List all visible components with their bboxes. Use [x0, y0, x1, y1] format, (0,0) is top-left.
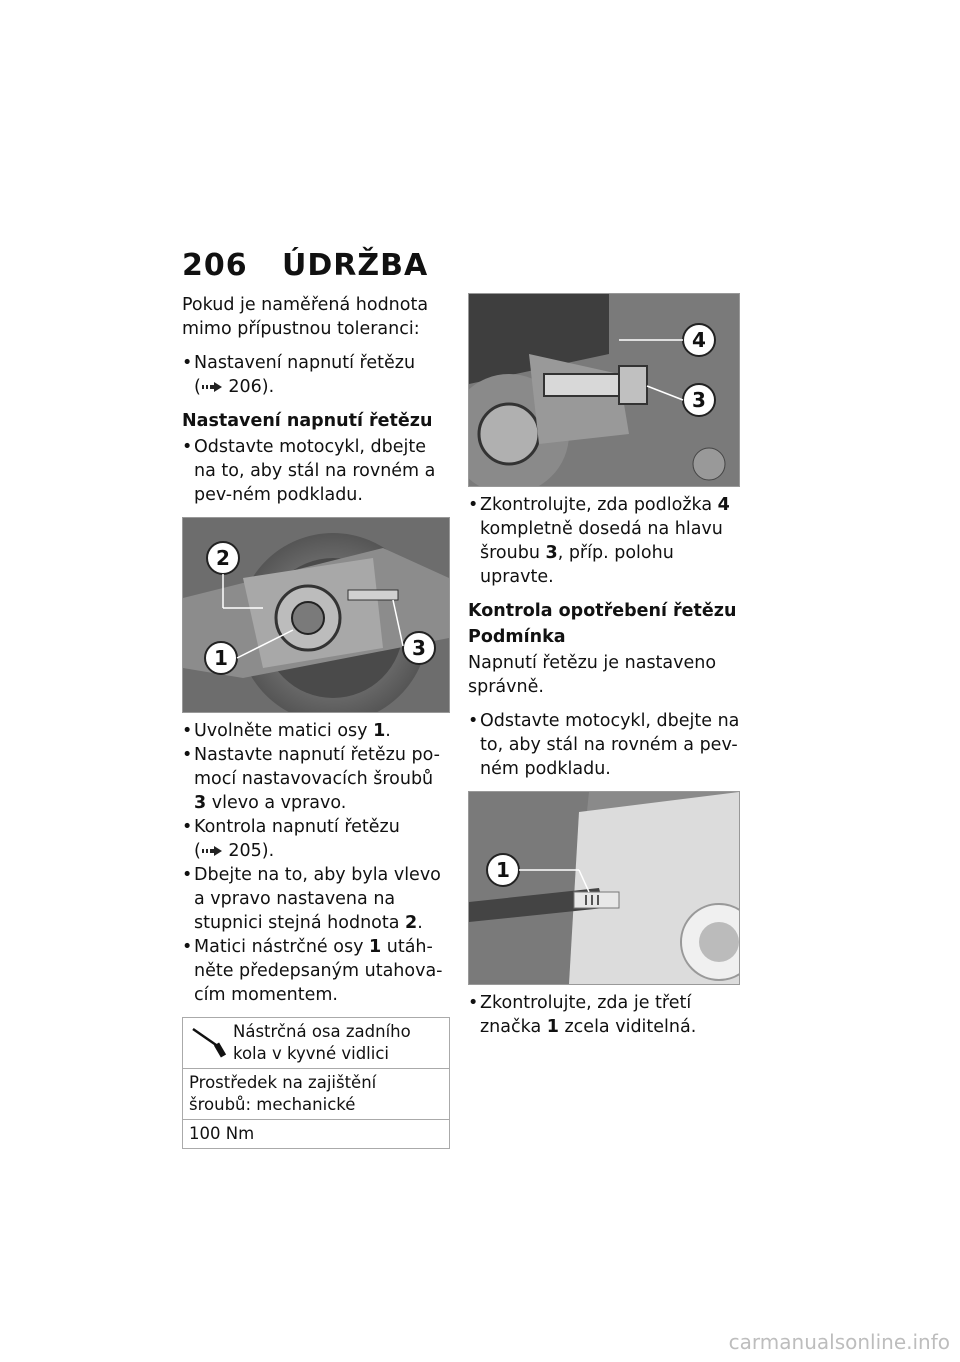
photo-label: 1: [496, 858, 510, 882]
photo-label: 3: [412, 636, 426, 660]
final-check-list: [468, 991, 740, 1039]
page-ref-arrow-icon: [201, 845, 223, 857]
section-heading-adjust: Nastavení napnutí řetězu: [182, 411, 433, 431]
torque-locking-row: Prostředek na zajištění šroubů: mechanické: [183, 1069, 449, 1120]
page-number: 206: [182, 248, 248, 283]
page-ref-arrow-icon: [201, 381, 223, 393]
list-item: • Uvolněte matici osy 1.: [182, 719, 450, 743]
list-item: • Nastavte napnutí řetězu po-mocí nastavovacích šroubů 3 vlevo a vpravo.: [182, 743, 450, 815]
condition-heading: Podmínka: [468, 627, 566, 647]
photo-label: 1: [214, 646, 228, 670]
torque-spec-table: [182, 1017, 450, 1149]
wear-list: [468, 709, 740, 781]
photo-label: 4: [692, 328, 706, 352]
right-column: [468, 293, 740, 1049]
washer-check-list: [468, 493, 740, 589]
list-item: • Zkontrolujte, zda podložka 4 kompletně dosedá na hlavu šroubu 3, příp. polohu upravte.: [468, 493, 740, 589]
torque-tool-label: Nástrčná osa zadního kola v kyvné vidlici: [233, 1022, 411, 1063]
torque-tool-row: [183, 1018, 449, 1069]
adjust-list: [182, 435, 450, 507]
left-column: [182, 293, 450, 1149]
intro-list: [182, 351, 450, 399]
list-item: • Odstavte motocykl, dbejte na to, aby stál na rovném a pev-ném podkladu.: [182, 435, 450, 507]
list-item: • Nastavení napnutí řetězu ( 206).: [182, 351, 450, 399]
photo-chain-adjuster: [182, 517, 450, 713]
steps-list: [182, 719, 450, 1007]
photo-label: 2: [216, 546, 230, 570]
photo-washer-bolt: [468, 293, 740, 487]
list-item: • Odstavte motocykl, dbejte na to, aby stál na rovném a pev-ném podkladu.: [468, 709, 740, 781]
section-heading-wear: Kontrola opotřebení řetězu: [468, 601, 737, 621]
list-item: • Kontrola napnutí řetězu ( 205).: [182, 815, 450, 863]
intro-text: Pokud je naměřená hodnota mimo přípustnou toleranci:: [182, 295, 429, 339]
page-title: ÚDRŽBA: [282, 248, 429, 283]
condition-text: Napnutí řetězu je nastaveno správně.: [468, 653, 717, 697]
watermark: carmanualsonline.info: [728, 1330, 950, 1354]
page-ref-link[interactable]: 206).: [228, 377, 275, 397]
wrench-icon: [189, 1021, 233, 1061]
list-item: • Matici nástrčné osy 1 utáh-něte předepsaným utahova-cím momentem.: [182, 935, 450, 1007]
photo-label: 3: [692, 388, 706, 412]
list-item: • Dbejte na to, aby byla vlevo a vpravo nastavena na stupnici stejná hodnota 2.: [182, 863, 450, 935]
torque-value-row: 100 Nm: [189, 1124, 255, 1143]
list-item: • Zkontrolujte, zda je třetí značka 1 zcela viditelná.: [468, 991, 740, 1039]
page-ref-link[interactable]: 205).: [228, 841, 275, 861]
photo-wear-indicator: [468, 791, 740, 985]
